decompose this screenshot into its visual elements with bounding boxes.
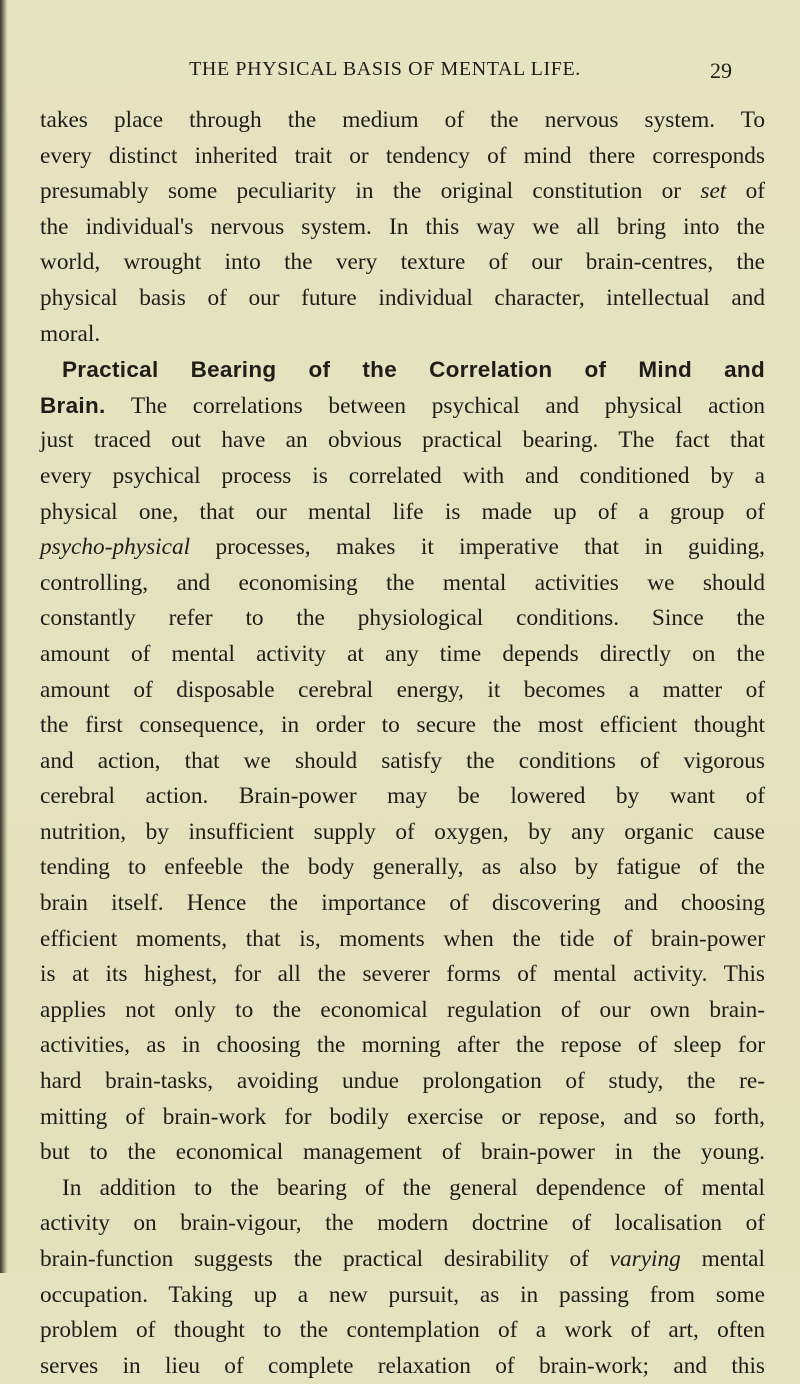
text-line: psycho-physical processes, makes it imperative that in guiding,: [40, 534, 766, 561]
italic-emphasis: set: [700, 178, 727, 205]
text-line: tending to enfeeble the body generally, as also by fatigue of the: [40, 854, 765, 881]
text-line: moral.: [40, 320, 101, 347]
section-heading: Practical Bearing of the Correlation of Mind and: [62, 357, 765, 383]
text-line: amount of disposable cerebral energy, it becomes a matter of: [40, 676, 765, 703]
text-line: every psychical process is correlated with and conditioned by a: [40, 462, 765, 489]
text-line: efficient moments, that is, moments when the tide of brain-power: [40, 925, 765, 952]
text-line: mitting of brain-work for bodily exercise or repose, and so forth,: [40, 1103, 765, 1130]
page-spine-shadow: [0, 0, 8, 1273]
text-line: problem of thought to the contemplation of a work of art, often: [40, 1317, 765, 1344]
text-line: physical one, that our mental life is made up of a group of: [40, 498, 765, 525]
text-line: just traced out have an obvious practical bearing. The fact that: [40, 427, 765, 454]
text-line: and action, that we should satisfy the conditions of vigorous: [40, 747, 765, 774]
text-line: is at its highest, for all the severer forms of mental activity. This: [40, 961, 765, 988]
text-line: amount of mental activity at any time depends directly on the: [40, 640, 765, 667]
italic-emphasis: psycho-physical: [40, 534, 191, 561]
page-number: 29: [710, 58, 732, 83]
text-line: hard brain-tasks, avoiding undue prolongation of study, the re-: [40, 1068, 765, 1095]
text-line: takes place through the medium of the nervous system. To: [40, 107, 765, 133]
text-line: controlling, and economising the mental activities we should: [40, 569, 765, 596]
text-line: activity on brain-vigour, the modern doctrine of localisation of: [40, 1210, 765, 1237]
text-line: activities, as in choosing the morning after the repose of sleep for: [40, 1032, 765, 1059]
text-line: cerebral action. Brain-power may be lowered by want of: [40, 783, 765, 810]
text-line: constantly refer to the physiological conditions. Since the: [40, 605, 765, 632]
text-line: every distinct inherited trait or tendency of mind there corresponds: [40, 142, 765, 169]
section-heading-end: Brain.: [40, 392, 106, 418]
section-heading-line: [40, 352, 765, 388]
text-line: world, wrought into the very texture of our brain-centres, the: [40, 249, 765, 276]
text-line: brain itself. Hence the importance of discovering and choosing: [40, 890, 765, 917]
text-line: applies not only to the economical regulation of our own brain-: [40, 996, 765, 1023]
italic-emphasis: varying: [609, 1246, 681, 1272]
body-text: [40, 103, 765, 1384]
text-line: but to the economical management of brain-power in the young.: [40, 1139, 765, 1166]
text-line: serves in lieu of complete relaxation of brain-work; and this: [40, 1352, 765, 1379]
text-line: brain-function suggests the practical desirability of varying mental: [40, 1246, 765, 1272]
text-line: the individual's nervous system. In this way we all bring into the: [40, 213, 765, 240]
text-line: In addition to the bearing of the general dependence of mental: [62, 1174, 765, 1201]
running-header: [40, 58, 760, 88]
text-line: nutrition, by insufficient supply of oxygen, by any organic cause: [40, 818, 765, 845]
text-line: Brain. The correlations between psychical and physical action: [40, 392, 766, 419]
text-line: occupation. Taking up a new pursuit, as in passing from some: [40, 1281, 765, 1308]
text-line: presumably some peculiarity in the original constitution or set of: [40, 178, 766, 205]
text-line: the first consequence, in order to secure the most efficient thought: [40, 712, 765, 739]
running-title: THE PHYSICAL BASIS OF MENTAL LIFE.: [189, 58, 581, 80]
text-line: physical basis of our future individual character, intellectual and: [40, 284, 765, 311]
